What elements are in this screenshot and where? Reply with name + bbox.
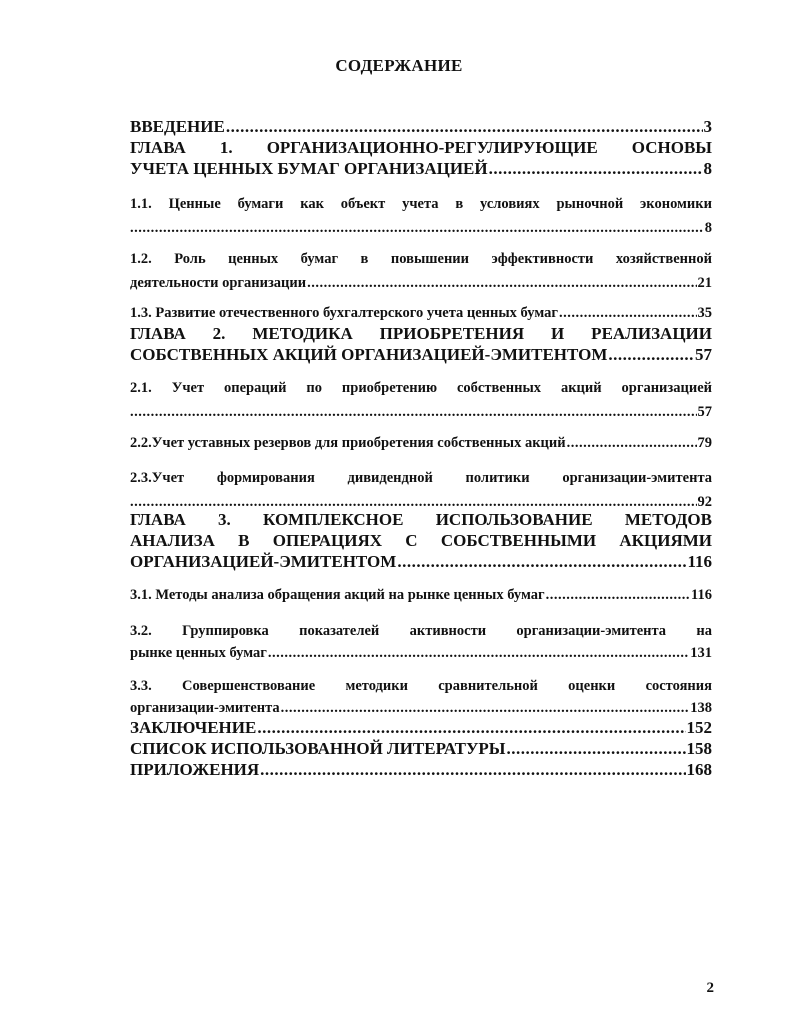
toc-entry-text: ГЛАВА 2. МЕТОДИКА ПРИОБРЕТЕНИЯ И РЕАЛИЗАЦИИ xyxy=(130,324,712,343)
toc-entry-section-1-2[interactable] xyxy=(130,249,712,293)
toc-entry-text: организации-эмитента xyxy=(130,700,280,716)
toc-entry-text: 3.1. Методы анализа обращения акций на рынке ценных бумаг xyxy=(130,587,545,603)
toc-entry-page: 79 xyxy=(697,435,712,451)
toc-entry-page: 35 xyxy=(697,305,712,321)
toc-entry-appendix[interactable] xyxy=(130,759,712,780)
toc-entry-text: ОРГАНИЗАЦИЕЙ-ЭМИТЕНТОМ xyxy=(130,552,397,571)
toc-entry-page: 168 xyxy=(686,760,712,779)
toc-entry-page: 152 xyxy=(686,718,712,737)
toc-entry-page: 21 xyxy=(697,275,712,291)
dot-leader xyxy=(567,433,697,453)
dot-leader xyxy=(281,698,690,718)
toc-entry-text: 2.3.Учет формирования дивидендной политики организации-эмитента xyxy=(130,470,712,486)
toc-entry-section-3-2[interactable] xyxy=(130,621,712,663)
toc-entry-chapter-1[interactable] xyxy=(130,137,712,179)
toc-entry-page: 158 xyxy=(686,739,712,758)
toc-entry-section-3-1[interactable] xyxy=(130,585,712,605)
dot-leader xyxy=(268,643,689,663)
toc-entry-text: 1.1. Ценные бумаги как объект учета в условиях рыночной экономики xyxy=(130,196,712,212)
toc-entry-section-2-1[interactable] xyxy=(130,378,712,422)
toc-entry-text: АНАЛИЗА В ОПЕРАЦИЯХ С СОБСТВЕННЫМИ АКЦИЯМИ xyxy=(130,531,712,550)
toc-entry-section-1-3[interactable] xyxy=(130,303,712,323)
dot-leader xyxy=(397,551,686,572)
dot-leader xyxy=(507,738,686,759)
dot-leader xyxy=(546,585,690,605)
dot-leader xyxy=(257,717,685,738)
toc-entry-section-1-1[interactable] xyxy=(130,194,712,238)
page-title: СОДЕРЖАНИЕ xyxy=(335,56,463,75)
dot-leader xyxy=(559,303,697,323)
toc-entry-conclusion[interactable] xyxy=(130,717,712,738)
dot-leader xyxy=(608,344,694,365)
dot-leader xyxy=(489,158,703,179)
toc-entry-text: 2.1. Учет операций по приобретению собственных акций организацией xyxy=(130,380,712,396)
toc-entry-section-2-3[interactable] xyxy=(130,468,712,512)
toc-entry-text: ВВЕДЕНИЕ xyxy=(130,117,225,136)
toc-entry-text: 2.2.Учет уставных резервов для приобретения собственных акций xyxy=(130,435,566,451)
toc-entry-text: 3.2. Группировка показателей активности организации-эмитента на xyxy=(130,623,712,639)
dot-leader xyxy=(260,759,685,780)
toc-entry-text: ГЛАВА 1. ОРГАНИЗАЦИОННО-РЕГУЛИРУЮЩИЕ ОСНОВЫ xyxy=(130,138,712,157)
toc-entry-section-2-2[interactable] xyxy=(130,433,712,453)
toc-entry-page: 116 xyxy=(691,587,712,603)
toc-entry-text: ЗАКЛЮЧЕНИЕ xyxy=(130,718,257,737)
toc-entry-section-3-3[interactable] xyxy=(130,676,712,718)
dot-leader xyxy=(226,116,703,137)
toc-entry-text: рынке ценных бумаг xyxy=(130,645,267,661)
toc-entry-chapter-3[interactable] xyxy=(130,509,712,572)
dot-leader xyxy=(307,273,696,293)
dot-leader xyxy=(130,402,697,422)
toc-entry-references[interactable] xyxy=(130,738,712,759)
toc-entry-page: 131 xyxy=(690,645,712,661)
toc-entry-page: 92 xyxy=(697,494,712,510)
toc-entry-page: 8 xyxy=(703,159,712,178)
toc-entry-page: 138 xyxy=(690,700,712,716)
toc-entry-text: УЧЕТА ЦЕННЫХ БУМАГ ОРГАНИЗАЦИЕЙ xyxy=(130,159,488,178)
toc-entry-chapter-2[interactable] xyxy=(130,323,712,365)
toc-entry-intro[interactable] xyxy=(130,116,712,137)
dot-leader xyxy=(130,218,704,238)
toc-entry-text: ГЛАВА 3. КОМПЛЕКСНОЕ ИСПОЛЬЗОВАНИЕ МЕТОДОВ xyxy=(130,510,712,529)
toc-entry-page: 57 xyxy=(697,404,712,420)
toc-entry-page: 57 xyxy=(695,345,712,364)
toc-entry-text: деятельности организации xyxy=(130,275,307,291)
toc-entry-text: 1.3. Развитие отечественного бухгалтерского учета ценных бумаг xyxy=(130,305,558,321)
toc-entry-text: 1.2. Роль ценных бумаг в повышении эффективности хозяйственной xyxy=(130,251,712,267)
page-number: 2 xyxy=(706,980,714,996)
toc-entry-text: ПРИЛОЖЕНИЯ xyxy=(130,760,260,779)
toc-entry-page: 3 xyxy=(703,117,712,136)
toc-entry-text: СОБСТВЕННЫХ АКЦИЙ ОРГАНИЗАЦИЕЙ-ЭМИТЕНТОМ xyxy=(130,345,608,364)
toc-entry-page: 8 xyxy=(704,220,712,236)
toc-entry-text: 3.3. Совершенствование методики сравнительной оценки состояния xyxy=(130,678,712,694)
toc-entry-text: СПИСОК ИСПОЛЬЗОВАННОЙ ЛИТЕРАТУРЫ xyxy=(130,739,506,758)
toc-entry-page: 116 xyxy=(687,552,712,571)
